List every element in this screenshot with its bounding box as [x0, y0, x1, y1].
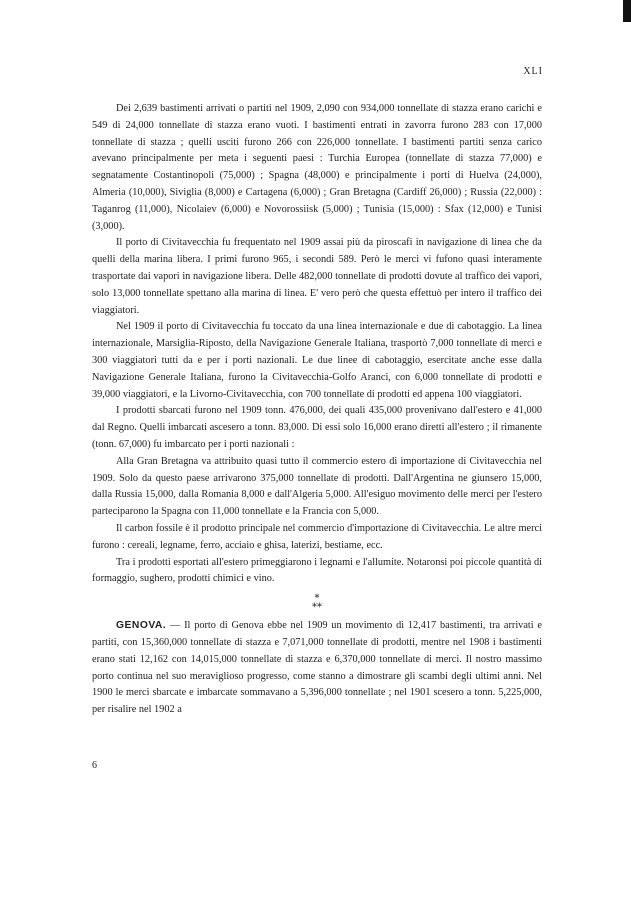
paragraph-genova	[92, 618, 542, 719]
asterism	[92, 594, 542, 612]
section-separator	[92, 588, 542, 618]
title-dash: —	[166, 620, 185, 632]
page-number: XLI	[523, 66, 543, 77]
paragraph-coal: Il carbon fossile è il prodotto principale nel commercio d'importazione di Civitavecchia. Le altre merci furono : cereali, legname, ferro, acciaio e ghisa, laterizi, bestiame, ecc.	[92, 522, 542, 551]
paragraph-unloaded-products: I prodotti sbarcati furono nel 1909 tonn. 476,000, dei quali 435,000 provenivano dall'estero e 41,000 dal Regno. Quelli imbarcati ascesero a tonn. 83,000. Di essi solo 16,000 erano diretti all'estero ; il rimanente (tonn. 67,000) fu imbarcato per i porti nazionali :	[92, 405, 542, 450]
section-title-genova: GENOVA.	[116, 620, 167, 632]
scan-edge-mark	[623, 0, 631, 22]
paragraph-vessels-1909: Dei 2,639 bastimenti arrivati o partiti nel 1909, 2,090 con 934,000 tonnellate di stazza erano carichi e 549 di 24,000 tonnellate di stazza erano vuoti. I bastimenti entrati in zavorra furono 283 con 17,000 tonnellate di stazza ; quelli usciti furono 266 con 226,000 tonnellate. I bastimenti partiti senza carico avevano principalmente per meta i seguenti paesi : Turchia Europea (tonnellate di stazza 77,000) e segnatamente Costantinopoli (75,000) ; Spagna (48,000) e principalmente i porti di Huelva (24,000), Almeria (10,000), Siviglia (8,000) e Cartagena (6,000) ; Gran Bretagna (Cardiff 26,000) ; Russia (22,000) : Taganrog (11,000), Nicolaiev (6,000) e Novorossiisk (5,000) ; Tunisia (15,000) : Sfax (12,000) e Tunisi (3,000).	[92, 103, 542, 232]
paragraph-shipping-lines: Nel 1909 il porto di Civitavecchia fu toccato da una linea internazionale e due di cabotaggio. La linea internazionale, Marsiglia-Riposto, della Navigazione Generale Italiana, trasportò 7,000 tonnellate di merci e 300 viaggiatori tutti da e per i porti nazionali. Le due linee di cabotaggio, esercitate anche esse dalla Navigazione Generale Italiana, furono la Civitavecchia-Golfo Aranci, con 6,000 tonnellate di prodotti e 39,000 viaggiatori, e la Livorno-Civitavecchia, con 700 tonnellate di prodotti ed appena 100 viaggiatori.	[92, 321, 542, 400]
text-body	[92, 101, 542, 719]
asterism-bottom: **	[312, 602, 322, 614]
paragraph-exports: Tra i prodotti esportati all'estero primeggiarono i legnami e l'allumite. Notaronsi poi piccole quantità di formaggio, sughero, prodotti chimici e vino.	[92, 556, 542, 585]
signature-mark: 6	[92, 760, 97, 771]
paragraph-foreign-trade: Alla Gran Bretagna va attribuito quasi tutto il commercio estero di importazione di Civitavecchia nel 1909. Solo da questo paese arrivarono 375,000 tonnellate di prodotti. Dall'Argentina ne giunsero 15,000, dalla Russia 15,000, dalla Romania 8,000 e dall'Algeria 5,000. All'esiguo movimento delle merci per l'estero parteciparono la Spagna con 11,000 tonnellate e la Francia con 5,000.	[92, 455, 542, 518]
asterism-top: *	[314, 593, 320, 605]
paragraph-civitavecchia-traffic: Il porto di Civitavecchia fu frequentato nel 1909 assai più da piroscafi in navigazione di linea che da quelli della marina libera. I primi furono 965, i secondi 589. Però le merci vi fufono quasi interamente trasportate dai vapori in navigazione libera. Delle 482,000 tonnellate di prodotti dovute al traffico dei vapori, solo 13,000 tonnellate spettano alla marina di linea. E' vero però che questa effettuò per intero il traffico dei viaggiatori.	[92, 237, 542, 316]
genova-text: Il porto di Genova ebbe nel 1909 un movimento di 12,417 bastimenti, tra arrivati e partiti, con 15,360,000 tonnellate di stazza e 7,071,000 tonnellate di prodotti, mentre nel 1908 i bastimenti erano stati 12,162 con 14,015,000 tonnellate di stazza e 6,370,000 tonnellate di merci. Il nostro massimo porto continua nel suo meraviglioso progresso, come stanno a dimostrare gli scambi degli ultimi anni. Nel 1900 le merci sbarcate e imbarcate sommavano a 5,396,000 tonnellate ; nel 1901 scesero a tonn. 5,225,000, per risalire nel 1902 a	[92, 620, 542, 716]
